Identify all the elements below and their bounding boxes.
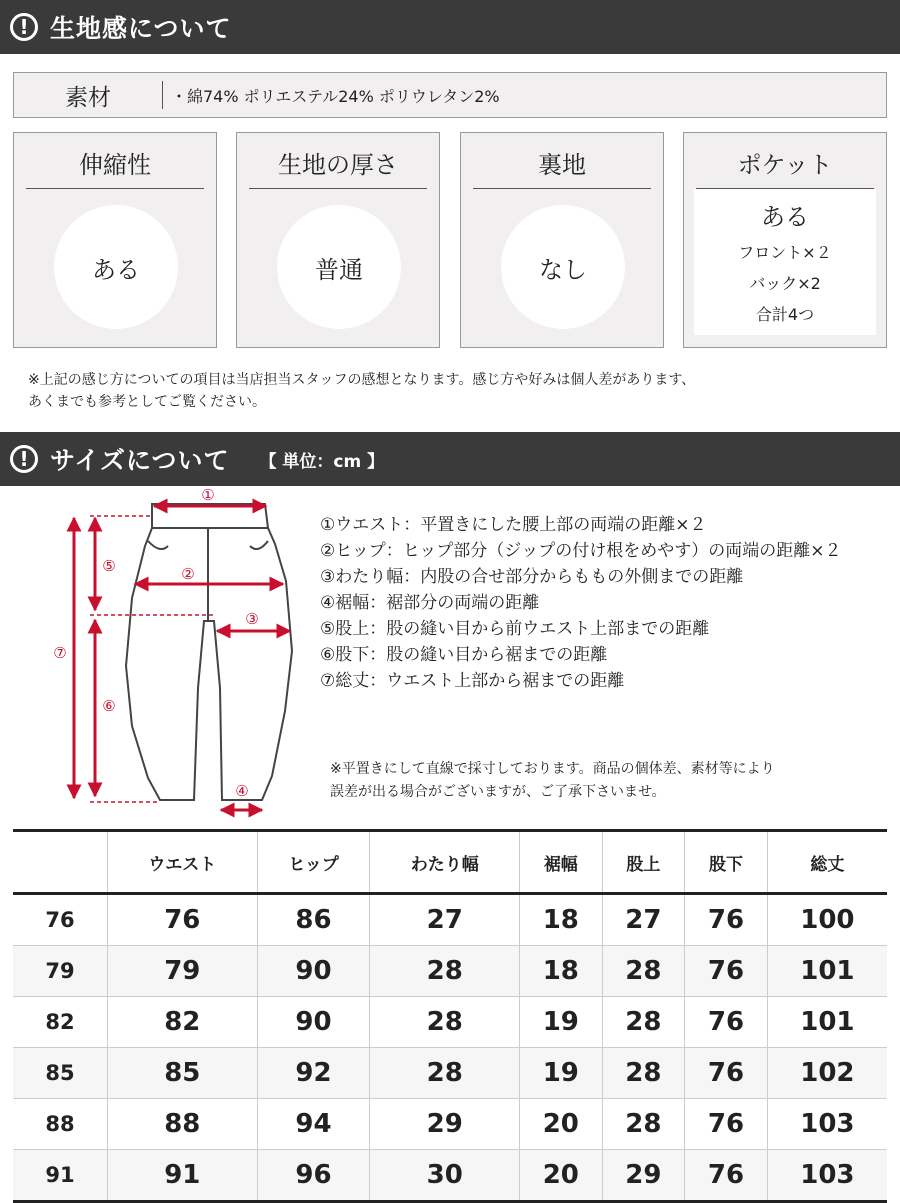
table-cell: 96: [257, 1150, 370, 1202]
measurement-item: ②ヒップ：ヒップ部分（ジップの付け根をめやす）の両端の距離×２: [320, 541, 842, 561]
table-cell: 82: [108, 997, 258, 1048]
measurement-item: ⑤股上：股の縫い目から前ウエスト上部までの距離: [320, 619, 710, 639]
exclamation-icon: !: [10, 13, 38, 41]
measurement-item: ⑦総丈：ウエスト上部から裾までの距離: [320, 671, 625, 691]
table-row: [13, 1099, 887, 1150]
column-header: 総丈: [767, 831, 887, 894]
table-cell: 94: [257, 1099, 370, 1150]
size-label-cell: 85: [13, 1048, 108, 1099]
table-cell: 28: [602, 1048, 685, 1099]
material-value: ・綿74% ポリエステル24% ポリウレタン2%: [171, 86, 500, 106]
unit-label: 【 単位：cm 】: [259, 451, 385, 472]
measurement-definitions: [320, 512, 841, 694]
table-row: [13, 946, 887, 997]
table-cell: 28: [370, 997, 520, 1048]
table-cell: 102: [767, 1048, 887, 1099]
table-cell: 79: [108, 946, 258, 997]
measurement-note: [330, 758, 775, 804]
table-cell: 20: [520, 1099, 603, 1150]
table-cell: 28: [602, 946, 685, 997]
measurement-arrows: [74, 506, 290, 810]
table-cell: 18: [520, 894, 603, 946]
table-cell: 76: [685, 1048, 768, 1099]
property-value: 普通: [277, 205, 401, 329]
diagram-label-5: ⑤: [102, 557, 116, 575]
table-cell: 101: [767, 997, 887, 1048]
table-cell: 90: [257, 997, 370, 1048]
table-cell: 28: [602, 997, 685, 1048]
property-card-stretch: [13, 132, 217, 348]
column-header: 裾幅: [520, 831, 603, 894]
measurement-item: ④裾幅：裾部分の両端の距離: [320, 593, 540, 613]
table-cell: 76: [685, 997, 768, 1048]
material-box: [13, 72, 887, 118]
table-cell: 103: [767, 1150, 887, 1202]
table-cell: 28: [602, 1099, 685, 1150]
column-header: ヒップ: [257, 831, 370, 894]
diagram-label-1: ①: [201, 486, 215, 504]
size-label-cell: 76: [45, 908, 75, 932]
table-cell: 76: [685, 946, 768, 997]
table-cell: 30: [370, 1150, 520, 1202]
table-cell: 76: [685, 894, 768, 946]
pocket-line: フロント×２: [738, 243, 832, 262]
measurement-item: ①ウエスト：平置きにした腰上部の両端の距離×２: [320, 515, 707, 535]
table-cell: 76: [685, 1150, 768, 1202]
column-header: ウエスト: [108, 831, 258, 894]
table-cell: 90: [257, 946, 370, 997]
table-cell: 19: [520, 997, 603, 1048]
table-cell: 28: [370, 1048, 520, 1099]
table-cell: 28: [370, 946, 520, 997]
fabric-note: [28, 369, 695, 413]
table-cell: 101: [767, 946, 887, 997]
note-line: あくまでも参考としてご覧ください。: [28, 394, 266, 410]
pocket-line: 合計4つ: [755, 305, 815, 324]
pants-diagram: [0, 486, 310, 826]
property-card-pocket: [683, 132, 887, 348]
table-cell: 92: [257, 1048, 370, 1099]
table-cell: 76: [685, 1099, 768, 1150]
size-label-cell: 82: [45, 1010, 75, 1034]
property-title: 生地の厚さ: [249, 145, 427, 189]
pocket-details: [694, 189, 876, 335]
diagram-label-3: ③: [245, 610, 259, 628]
property-card-lining: [460, 132, 664, 348]
table-cell: 27: [602, 894, 685, 946]
table-header-row: [13, 831, 887, 894]
column-header: 股上: [602, 831, 685, 894]
fabric-section-header: [0, 0, 900, 54]
size-section-header: [0, 432, 900, 486]
table-row: [13, 997, 887, 1048]
size-table: [13, 829, 887, 1203]
size-section-title: サイズについて: [50, 446, 230, 475]
table-cell: 100: [767, 894, 887, 946]
property-card-thickness: [236, 132, 440, 348]
table-cell: 91: [108, 1150, 258, 1202]
diagram-label-7: ⑦: [53, 644, 67, 662]
diagram-label-6: ⑥: [102, 697, 116, 715]
pants-outline: [126, 504, 292, 800]
note-line: 誤差が出る場合がございますが、ご了承下さいませ。: [330, 784, 666, 800]
material-label: 素材: [65, 84, 111, 111]
note-line: ※上記の感じ方についての項目は当店担当スタッフの感想となります。感じ方や好みは個人差があります、: [28, 372, 696, 388]
table-cell: 29: [602, 1150, 685, 1202]
measurement-item: ⑥股下：股の縫い目から裾までの距離: [320, 645, 608, 665]
diagram-label-2: ②: [181, 565, 195, 583]
property-value: ある: [54, 205, 178, 329]
column-header: 股下: [685, 831, 768, 894]
size-label-cell: 88: [45, 1112, 75, 1136]
property-title: ポケット: [696, 145, 874, 189]
table-cell: 18: [520, 946, 603, 997]
table-cell: 29: [370, 1099, 520, 1150]
fabric-section-title: 生地感について: [50, 14, 232, 43]
table-cell: 88: [108, 1099, 258, 1150]
measurement-item: ③わたり幅：内股の合せ部分からももの外側までの距離: [320, 567, 744, 587]
pocket-line: バック×2: [749, 274, 821, 293]
size-label-cell: 91: [13, 1150, 108, 1202]
table-row: [13, 894, 887, 946]
exclamation-icon: !: [10, 445, 38, 473]
column-header: [13, 831, 108, 894]
material-divider: [162, 81, 163, 109]
table-cell: 19: [520, 1048, 603, 1099]
table-cell: 86: [257, 894, 370, 946]
property-value: なし: [501, 205, 625, 329]
table-cell: 85: [108, 1048, 258, 1099]
table-cell: 76: [108, 894, 258, 946]
size-label-cell: 79: [13, 946, 108, 997]
pocket-value: ある: [761, 203, 809, 231]
table-cell: 103: [767, 1099, 887, 1150]
property-title: 裏地: [473, 145, 651, 189]
table-cell: 20: [520, 1150, 603, 1202]
table-cell: 27: [370, 894, 520, 946]
diagram-label-4: ④: [235, 782, 249, 800]
table-row: [13, 1150, 887, 1202]
column-header: わたり幅: [370, 831, 520, 894]
table-row: [13, 1048, 887, 1099]
note-line: ※平置きにして直線で採寸しております。商品の個体差、素材等により: [330, 761, 775, 777]
property-title: 伸縮性: [26, 145, 204, 189]
